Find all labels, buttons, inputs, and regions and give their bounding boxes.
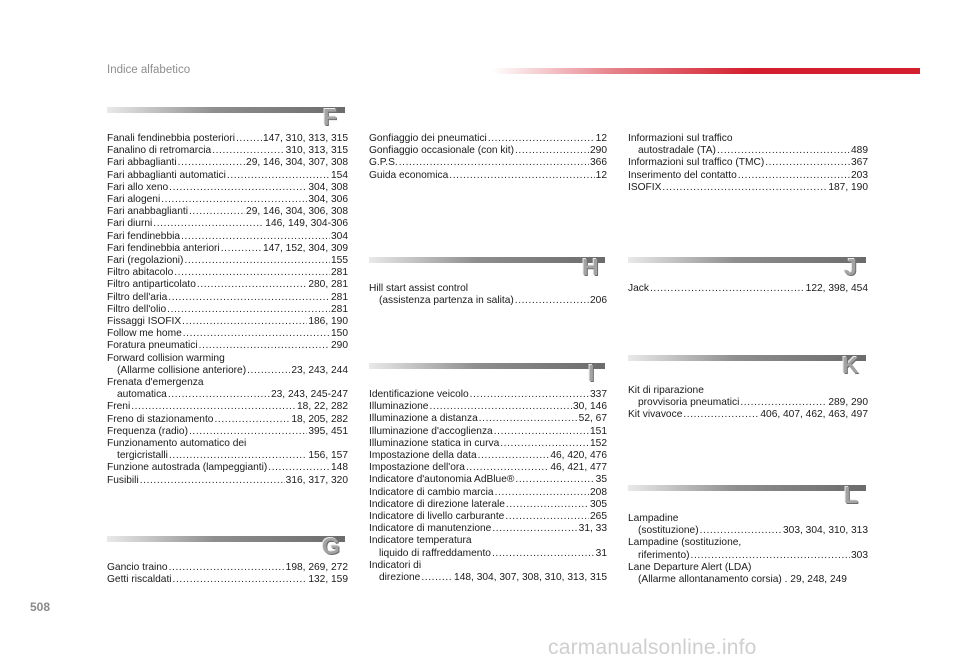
index-entry-term: Informazioni sul traffico (TMC)	[628, 157, 765, 169]
dot-leader	[515, 295, 589, 307]
dot-leader	[189, 206, 245, 218]
dot-leader	[247, 365, 290, 377]
index-entry-pages: 147, 152, 304, 309	[263, 242, 348, 254]
index-entry-pages: 304, 306	[308, 194, 348, 206]
index-entry-term: Lampadine (sostituzione,	[628, 537, 742, 549]
section-letter-j: J	[844, 254, 857, 280]
index-entry-term: Filtro abitacolo	[107, 267, 174, 279]
dot-leader	[212, 145, 284, 157]
dot-leader	[153, 218, 264, 230]
index-entry-term: automatica	[117, 389, 167, 401]
index-entry	[107, 243, 348, 255]
section-letter-k: K	[842, 352, 859, 378]
index-entry	[369, 401, 607, 413]
dot-leader	[466, 462, 549, 474]
dot-leader	[691, 550, 850, 562]
dot-leader	[449, 170, 594, 182]
index-entry-term: provvisoria pneumatici	[638, 397, 740, 409]
index-entry	[369, 450, 607, 462]
index-entry-pages: 208	[590, 486, 607, 498]
index-entry	[369, 474, 607, 486]
index-entry-pages: 122, 398, 454	[805, 283, 868, 294]
index-entry	[369, 145, 607, 157]
index-entry-pages: 303, 304, 310, 313	[783, 525, 868, 537]
index-entry-pages: 146, 149, 304-306	[265, 218, 348, 230]
index-entry	[107, 562, 348, 574]
dot-leader	[765, 157, 850, 169]
index-entry	[369, 389, 607, 401]
index-entry-term: Forward collision warming	[107, 352, 225, 364]
dot-leader	[174, 267, 330, 279]
index-entry-pages: 29, 146, 304, 307, 308	[246, 157, 348, 169]
index-entry	[107, 574, 348, 586]
index-entry-pages: 52, 67	[578, 413, 607, 425]
index-entry-term: Fanali fendinebbia posteriori	[107, 133, 235, 144]
index-entry	[107, 462, 348, 474]
dot-leader	[221, 243, 262, 255]
index-entry-term: Fari (regolazioni)	[107, 255, 184, 267]
index-entry	[107, 145, 348, 157]
index-entry-pages: 148, 304, 307, 308, 310, 313, 315	[454, 572, 607, 584]
index-entry	[107, 414, 348, 426]
index-entry-pages: 35	[595, 474, 607, 486]
index-entry-pages: 150	[331, 328, 348, 340]
index-entry-pages: 18, 205, 282	[291, 413, 348, 425]
index-entry-term: Indicatore d'autonomia AdBlue®	[369, 474, 515, 486]
section-bar-h	[369, 257, 605, 263]
index-entry-pages: 30, 146	[573, 401, 607, 413]
index-entry-pages: 281	[331, 267, 348, 279]
index-entry	[628, 550, 868, 562]
index-entry-term: Fanalino di retromarcia	[107, 145, 212, 157]
index-entry	[107, 133, 348, 145]
index-entry	[107, 340, 348, 352]
index-entry	[107, 157, 348, 169]
index-entry-pages: 280, 281	[308, 279, 348, 291]
index-entry	[369, 157, 607, 169]
index-entry-pages: 186, 190	[308, 316, 348, 328]
index-entry	[628, 145, 868, 157]
dot-leader	[492, 523, 577, 535]
index-entry-pages: 198, 269, 272	[285, 562, 348, 573]
dot-leader	[161, 194, 307, 206]
index-entry-pages: 337	[590, 389, 607, 400]
index-entry	[628, 170, 868, 182]
page-number: 508	[30, 600, 51, 614]
dot-leader	[183, 328, 330, 340]
index-entry-term: Impostazione della data	[369, 450, 477, 462]
index-entry-term: (Allarme collisione anteriore)	[117, 364, 247, 376]
index-entry-term: Fissaggi ISOFIX	[107, 316, 182, 328]
dot-leader	[399, 157, 589, 169]
dot-leader	[662, 182, 827, 194]
index-entry-term: Fari fendinebbia anteriori	[107, 242, 220, 254]
index-entry-pages: 281	[331, 291, 348, 303]
index-list-g	[107, 562, 348, 586]
index-entry	[628, 409, 868, 421]
index-entry-term: Identificazione veicolo	[369, 389, 469, 400]
index-entry-term: Fari alogeni	[107, 194, 161, 206]
index-entry-term: Kit vivavoce	[628, 409, 683, 421]
index-entry	[628, 283, 868, 295]
dot-leader	[700, 525, 782, 537]
section-bar-f	[107, 107, 345, 113]
index-entry	[107, 426, 348, 438]
index-entry-term: tergicristalli	[117, 450, 168, 462]
index-entry-term: Inserimento del contatto	[628, 169, 737, 181]
index-entry-pages: 147, 310, 313, 315	[263, 133, 348, 144]
index-entry-term: Lane Departure Alert (LDA)	[628, 561, 752, 573]
index-entry	[107, 194, 348, 206]
section-bar-k	[628, 355, 866, 361]
index-entry-term: Freni	[107, 401, 131, 413]
dot-leader	[173, 574, 308, 586]
index-entry-term: Foratura pneumatici	[107, 340, 198, 352]
index-entry-term: Indicatore di manutenzione	[369, 523, 492, 535]
dot-leader	[131, 401, 296, 413]
dot-leader	[740, 397, 827, 409]
index-entry	[369, 487, 607, 499]
index-entry-pages: 290	[331, 340, 348, 352]
index-entry	[369, 295, 607, 307]
index-entry	[628, 397, 868, 409]
index-entry-term: Fari abbaglianti	[107, 157, 177, 169]
index-entry-term: direzione	[379, 572, 421, 584]
index-entry	[369, 170, 607, 182]
index-entry-pages: 304, 308	[308, 181, 348, 193]
index-list-f	[107, 133, 348, 487]
dot-leader	[189, 426, 307, 438]
index-entry-term: Illuminazione a distanza	[369, 413, 478, 425]
index-entry-pages: 290	[590, 145, 607, 157]
index-entry-pages: 305	[590, 498, 607, 510]
section-bar-l	[628, 485, 866, 491]
index-entry-term: ISOFIX	[628, 181, 662, 193]
index-entry-term: Filtro dell'aria	[107, 291, 168, 303]
index-entry-term: (Allarme allontanamento corsia) . 29, 248, 249	[638, 574, 847, 586]
dot-leader	[717, 145, 850, 157]
index-entry-pages: 23, 243, 244	[291, 364, 348, 376]
index-entry-term: Gonfiaggio occasionale (con kit)	[369, 145, 514, 157]
index-entry	[369, 133, 607, 145]
dot-leader	[169, 182, 307, 194]
index-entry	[369, 499, 607, 511]
index-entry-pages: 154	[331, 169, 348, 181]
dot-leader	[505, 511, 589, 523]
index-entry	[369, 438, 607, 450]
dot-leader	[479, 413, 578, 425]
index-entry-pages: 310, 313, 315	[285, 145, 348, 157]
index-entry	[107, 170, 348, 182]
index-entry-term: Illuminazione	[369, 401, 429, 413]
index-entry-term: Fari allo xeno	[107, 181, 169, 193]
index-list-j	[628, 283, 868, 295]
index-entry	[107, 292, 348, 304]
watermark: carmanualsonline.info	[548, 636, 757, 659]
section-letter-h: H	[582, 254, 599, 280]
index-entry	[107, 475, 348, 487]
index-entry	[369, 572, 607, 584]
section-letter-g: G	[322, 533, 340, 559]
index-list-l	[628, 513, 868, 586]
dot-leader	[738, 170, 850, 182]
index-entry-pages: 29, 146, 304, 306, 308	[246, 206, 348, 218]
index-entry-pages: 12	[595, 169, 607, 181]
index-entry-pages: 367	[851, 157, 868, 169]
dot-leader	[515, 145, 589, 157]
index-entry	[107, 279, 348, 291]
index-entry-pages: 366	[590, 157, 607, 169]
index-entry-term: G.P.S.	[369, 157, 398, 169]
index-entry-term: Fari fendinebbia	[107, 230, 181, 242]
index-entry	[107, 255, 348, 267]
index-entry-pages: 31, 33	[578, 523, 607, 535]
index-entry	[107, 206, 348, 218]
section-letter-f: F	[323, 104, 338, 130]
index-list-g-continued	[369, 133, 607, 182]
page-header-title: Indice alfabetico	[107, 64, 191, 76]
dot-leader	[168, 389, 270, 401]
index-entry-pages: 395, 451	[308, 425, 348, 437]
dot-leader	[421, 572, 453, 584]
index-entry	[107, 182, 348, 194]
index-entry	[628, 525, 868, 537]
header-accent-bar	[492, 68, 920, 74]
section-letter-l: L	[844, 482, 859, 508]
index-entry-term: Frequenza (radio)	[107, 425, 188, 437]
index-entry-term: Frenata d'emergenza	[107, 377, 204, 389]
index-entry-pages: 156, 157	[308, 450, 348, 462]
dot-leader	[500, 438, 589, 450]
index-entry-term: Funzionamento automatico dei	[107, 438, 247, 450]
dot-leader	[494, 426, 589, 438]
index-entry	[107, 389, 348, 401]
index-entry-term: Gancio traino	[107, 562, 168, 573]
dot-leader	[492, 548, 595, 560]
index-entry	[107, 304, 348, 316]
dot-leader	[488, 133, 595, 145]
index-entry	[628, 157, 868, 169]
index-entry-term: Indicatore di livello carburante	[369, 511, 505, 523]
index-entry-pages: 152	[590, 437, 607, 449]
index-entry-term: Filtro dell'olio	[107, 303, 167, 315]
dot-leader	[227, 170, 330, 182]
dot-leader	[182, 316, 307, 328]
index-entry-term: riferimento)	[638, 549, 690, 561]
index-entry-term: Lampadine	[628, 513, 679, 524]
dot-leader	[140, 475, 285, 487]
index-entry-pages: 46, 420, 476	[550, 450, 607, 462]
index-entry	[107, 316, 348, 328]
dot-leader	[199, 340, 330, 352]
index-entry	[369, 413, 607, 425]
index-entry-pages: 316, 317, 320	[285, 474, 348, 486]
dot-leader	[650, 283, 805, 295]
index-entry-term: Illuminazione d'accoglienza	[369, 425, 493, 437]
index-entry-term: Fusibili	[107, 474, 139, 486]
index-entry-pages: 289, 290	[828, 397, 868, 409]
index-entry	[107, 328, 348, 340]
dot-leader	[181, 231, 330, 243]
index-entry-term: Getti riscaldati	[107, 574, 172, 586]
index-entry-term: Kit di riparazione	[628, 385, 704, 396]
index-entry-term: Illuminazione statica in curva	[369, 437, 500, 449]
index-entry-pages: 304	[331, 230, 348, 242]
index-entry-term: Impostazione dell'ora	[369, 462, 465, 474]
index-entry-pages: 303	[851, 549, 868, 561]
index-entry-term: Indicatore di cambio marcia	[369, 486, 494, 498]
dot-leader	[169, 562, 285, 574]
index-entry-term: Fari anabbaglianti	[107, 206, 188, 218]
index-entry-term: Indicatori di	[369, 559, 422, 571]
index-entry-pages: 265	[590, 511, 607, 523]
index-entry	[628, 182, 868, 194]
index-entry-pages: 187, 190	[828, 181, 868, 193]
index-entry-pages: 148	[331, 462, 348, 474]
index-entry-term: Informazioni sul traffico	[628, 133, 733, 144]
dot-leader	[478, 450, 550, 462]
dot-leader	[429, 401, 572, 413]
section-letter-i: I	[588, 360, 595, 386]
dot-leader	[197, 279, 307, 291]
index-entry	[107, 218, 348, 230]
index-entry-term: Indicatore di direzione laterale	[369, 498, 505, 510]
index-entry-pages: 12	[595, 133, 607, 144]
index-entry-term: (sostituzione)	[638, 525, 699, 537]
index-entry	[107, 450, 348, 462]
index-entry	[369, 462, 607, 474]
index-entry-pages: 281	[331, 303, 348, 315]
index-entry-term: Hill start assist control	[369, 283, 469, 294]
dot-leader	[683, 409, 759, 421]
dot-leader	[214, 414, 290, 426]
index-entry	[369, 548, 607, 560]
index-entry-pages: 18, 22, 282	[297, 401, 348, 413]
index-entry-pages: 489	[851, 145, 868, 157]
index-entry-pages: 46, 421, 477	[550, 462, 607, 474]
dot-leader	[168, 292, 330, 304]
index-entry-term: Fari abbaglianti automatici	[107, 169, 226, 181]
index-entry	[107, 267, 348, 279]
dot-leader	[470, 389, 589, 401]
index-entry-pages: 23, 243, 245-247	[270, 389, 348, 401]
index-entry-pages: 151	[590, 425, 607, 437]
index-entry-term: Indicatore temperatura	[369, 535, 472, 547]
index-entry	[369, 511, 607, 523]
index-entry-pages: 206	[590, 295, 607, 307]
index-entry-pages: 203	[851, 169, 868, 181]
dot-leader	[515, 474, 594, 486]
index-entry-term: Jack	[628, 283, 649, 294]
index-entry-pages: 406, 407, 462, 463, 497	[760, 409, 868, 421]
index-entry-term: Filtro antiparticolato	[107, 279, 196, 291]
index-entry-term: Guida economica	[369, 169, 449, 181]
index-entry	[369, 426, 607, 438]
index-entry-pages: 155	[331, 255, 348, 267]
index-entry-term: Fari diurni	[107, 218, 153, 230]
index-entry	[107, 365, 348, 377]
index-list-h	[369, 283, 607, 307]
dot-leader	[178, 157, 245, 169]
section-bar-j	[628, 257, 866, 263]
dot-leader	[167, 304, 330, 316]
index-entry-term: autostradale (TA)	[638, 145, 716, 157]
index-list-i-continued	[628, 133, 868, 194]
index-entry-pages: 132, 159	[308, 574, 348, 586]
index-entry-term: Gonfiaggio dei pneumatici	[369, 133, 487, 144]
index-list-k	[628, 385, 868, 422]
index-entry-term: liquido di raffreddamento	[379, 547, 491, 559]
dot-leader	[236, 133, 262, 145]
index-entry-pages: 31	[595, 547, 607, 559]
dot-leader	[184, 255, 330, 267]
index-entry-term: Freno di stazionamento	[107, 413, 214, 425]
index-entry	[107, 231, 348, 243]
index-entry-term: (assistenza partenza in salita)	[379, 295, 514, 307]
dot-leader	[506, 499, 589, 511]
dot-leader	[169, 450, 307, 462]
index-entry	[369, 523, 607, 535]
section-bar-g	[107, 536, 345, 542]
dot-leader	[268, 462, 330, 474]
dot-leader	[495, 487, 589, 499]
index-entry-term: Follow me home	[107, 328, 182, 340]
index-entry-term: Funzione autostrada (lampeggianti)	[107, 462, 268, 474]
section-bar-i	[369, 363, 605, 369]
index-entry	[107, 401, 348, 413]
index-list-i	[369, 389, 607, 584]
